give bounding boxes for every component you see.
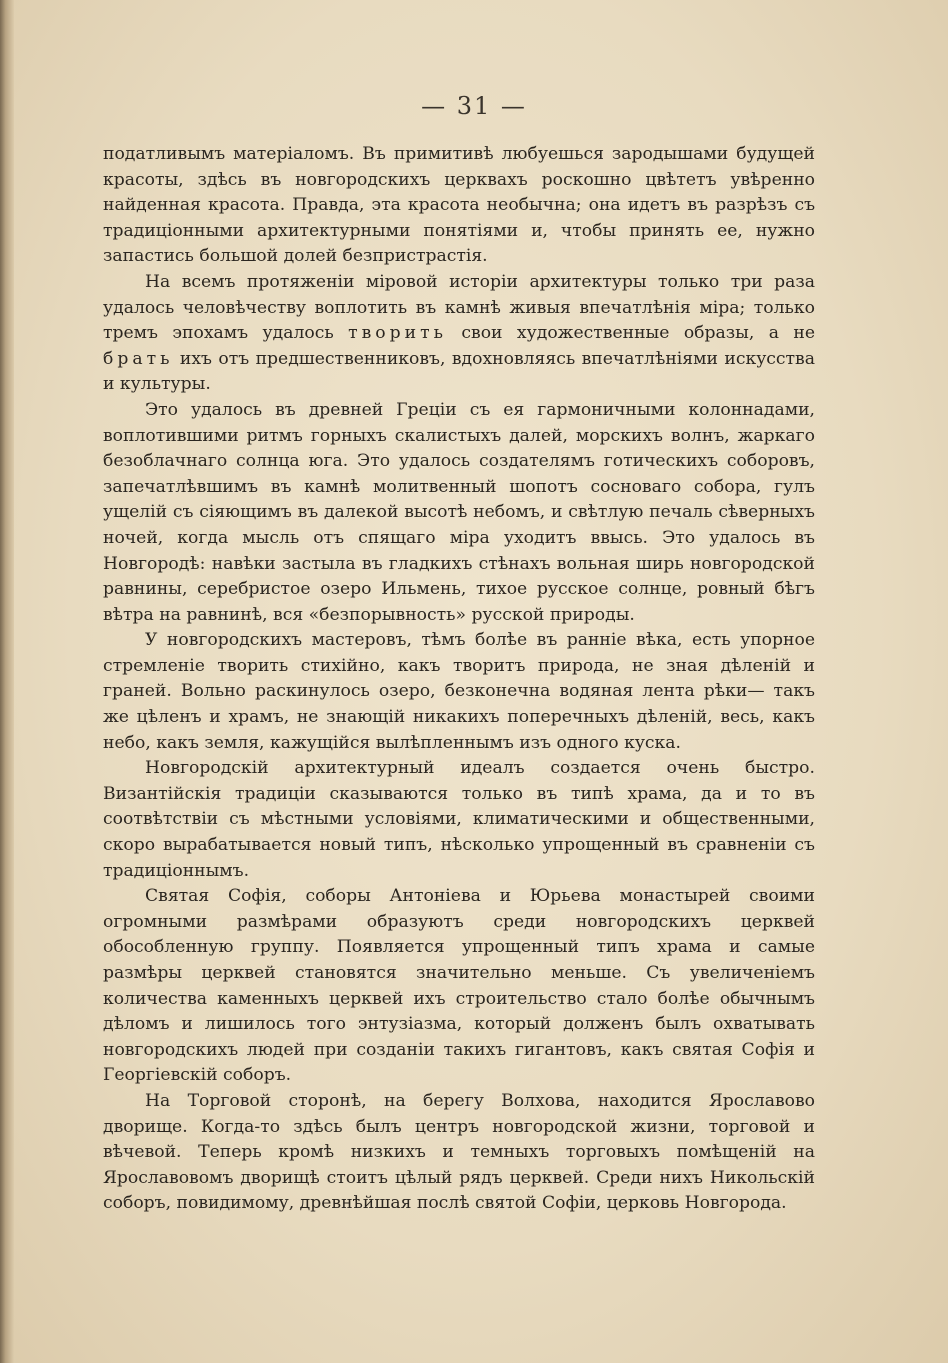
emphasis-tvorit: творить	[348, 323, 447, 344]
paragraph-5: Новгородскій архитектурный идеалъ создается очень быстро. Византійскія традиціи сказываются только въ типѣ храма, да и то въ соотвѣтствіи съ мѣстными условіями, климатическими и общественными, скоро вырабатывается новый типъ, нѣсколько упрощенный въ сравненіи съ традиціоннымъ.	[103, 758, 815, 881]
paragraph-2	[103, 270, 815, 398]
page-number: — 31 —	[421, 92, 527, 120]
binding-edge	[0, 0, 14, 1363]
paragraph-1: податливымъ матеріаломъ. Въ примитивѣ любуешься зародышами будущей красоты, здѣсь въ новгородскихъ церквахъ роскошно цвѣтетъ увѣренно найденная красота. Правда, эта красота необычна; она идетъ въ разрѣзъ съ традиціонными архитектурными понятіями и, чтобы принять ее, нужно запастись большой долей безпристрастія.	[103, 144, 815, 267]
paragraph-2-after: ихъ отъ предшественниковъ, вдохновляясь впечатлѣніями искусства и культуры.	[103, 348, 815, 395]
paragraph-7: На Торговой сторонѣ, на берегу Волхова, находится Ярославово дворище. Когда-то здѣсь былъ центръ новгородской жизни, торговой и вѣчевой. Теперь кромѣ низкихъ и темныхъ торговыхъ помѣщеній на Ярославовомъ дворищѣ стоитъ цѣлый рядъ церквей. Среди нихъ Никольскій соборъ, повидимому, древнѣйшая послѣ святой Софіи, церковь Новгорода.	[103, 1090, 815, 1214]
paragraph-6: Святая Софія, соборы Антоніева и Юрьева монастырей своими огромными размѣрами образуютъ среди новгородскихъ церквей обособленную группу. Появляется упрощенный типъ храма и самые размѣры церквей становятся значительно меньше. Съ увеличеніемъ количества каменныхъ церквей ихъ строительство стало болѣе обычнымъ дѣломъ и лишилось того энтузіазма, который долженъ былъ охватывать новгородскихъ людей при созданіи такихъ гигантовъ, какъ святая Софія и Георгіевскій соборъ.	[103, 886, 815, 1086]
paragraph-2-middle: свои художественные образы, а не	[446, 323, 815, 344]
paragraph-3: Это удалось въ древней Греціи съ ея гармоничными колоннадами, воплотившими ритмъ горныхъ скалистыхъ далей, морскихъ волнъ, жаркаго безоблачнаго солнца юга. Это удалось создателямъ готическихъ соборовъ, запечатлѣвшимъ въ камнѣ молитвенный шопотъ сосноваго собора, гулъ ущелій съ сіяющимъ въ далекой высотѣ небомъ, и свѣтлую печаль сѣверныхъ ночей, когда мысль отъ спящаго міра уходитъ ввысь. Это удалось въ Новгородѣ: навѣки застыла въ гладкихъ стѣнахъ вольная ширь новгородской равнины, серебристое озеро Ильмень, тихое русское солнце, ровный бѣгъ вѣтра на равнинѣ, вся «безпорывность» русской природы.	[103, 399, 815, 625]
paragraph-2-before: На всемъ протяженіи міровой исторіи архитектуры только три раза удалось человѣчеству воплотить въ камнѣ живыя впечатлѣнія міра; только тремъ эпохамъ удалось	[103, 271, 815, 344]
emphasis-brat: брать	[103, 348, 174, 369]
body-text	[103, 142, 815, 1217]
paragraph-4: У новгородскихъ мастеровъ, тѣмъ болѣе въ ранніе вѣка, есть упорное стремленіе творить стихійно, какъ творитъ природа, не зная дѣленій и граней. Вольно раскинулось озеро, безконечна водяная лента рѣки— такъ же цѣленъ и храмъ, не знающій никакихъ поперечныхъ дѣленій, весь, какъ небо, какъ земля, кажущійся вылѣпленнымъ изъ одного куска.	[103, 630, 815, 753]
